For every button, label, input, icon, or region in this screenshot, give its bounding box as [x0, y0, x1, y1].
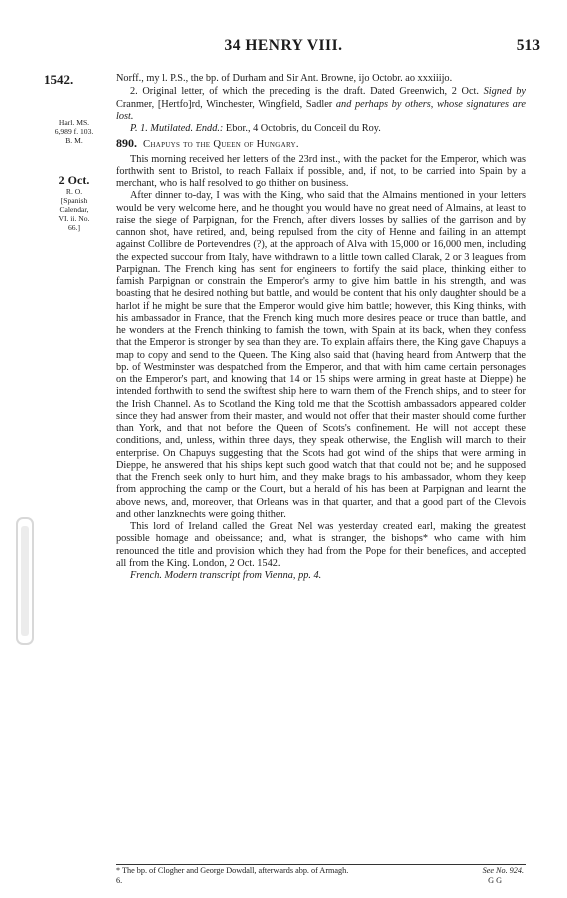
entry-heading: [116, 137, 526, 151]
footnote: [116, 866, 526, 885]
margin-note-record-office: [38, 174, 110, 232]
footnote-divider: [116, 864, 526, 865]
running-header-title: 34 HENRY VIII.: [224, 37, 343, 54]
margin-note-line: VI. ii. No.: [58, 214, 90, 223]
main-text: [116, 73, 526, 582]
margin-note-line: Harl. MS.: [58, 118, 90, 127]
paragraph-original-letter: [116, 86, 526, 123]
text-span-italic: Mutilated. Endd.:: [147, 123, 224, 134]
text-span: Cranmer, [Hertfo]rd, Winchester, Wingfield, Sadler: [116, 98, 336, 110]
entry-title: Chapuys to the Queen of Hungary.: [143, 139, 299, 151]
footnote-cross-reference: See No. 924.: [482, 866, 524, 875]
paragraph-great-nel: This lord of Ireland called the Great Nel was yesterday created earl, making the greatest possible homage and obeissance; and, what is stranger, the bishops* who came with him renounced the title and provision which they had from the Pope for their benefices, and accepted all from the King. London, 2 Oct. 1542.: [116, 521, 526, 569]
text-span-italic: and perhaps by others, whose signatures are lost.: [116, 98, 526, 122]
paragraph-dinner-with-king: After dinner to-day, I was with the King, who said that the Almains mentioned in your letters would be very welcome here, and he thought you would have no great need of Almains, at least to raise the siege of Parpignan, for the French, after divers losses by sallies of the garrison and by cannon shot, have retired, and, being repulsed from the city of Henne and failing in an attempt against Collibre de Portevendres (?), at the approach of Alva with 15,000 or 16,000 men, including the expected succour from Italy, have withdrawn to a little town called Clarak, 2 or 3 leagues from Parpignan. The French king has sent for engineers to fortify the said place, thinking either to famish Parpignan or constrain the Emperor's army to give him battle in his strength, and was boasting that he desired nothing but battle, and would be content that his only daughter should be a harlot if he might be sure that the Emperor would give him battle; however, this King thinks, with his ambassador in France, that the French king much more desires peace or truce than battle, and he wonders at the French thinking to famish the town, with Spain at its back, when they confess that the Emperor is stronger by sea than they are. To explain affairs there, the King gave Chapuys a map to copy and send to the Queen. The King also said that (having heard from Antwerp that the bp. of Westminster was despatched from the Emperor, and that with him came certain personages on the Emperor's part, and knowing that 14 or 15 ships were arming in great haste at Dieppe) he intended forthwith to send the swiftest ship here to warn them of the French ships, and to steer for the Irish Channel. As to Scotland the King told me that the Scottish ambassadors appeared colder since they had answer from their master, and would not offer that their master should come further than York, and that not before the Queen of Scots's confinement. He will not accept these conditions, and, unless, within three days, they speak otherwise, the English will march to their enterprise. On Chapuys suggesting that the Scots had got wind of the ships that were arming in Dieppe, he answered that his ships kept such good watch that that could not be; and he supposed that the French seek only to hurt him, and they make brags to his ambassador, whom they keep from approching the camp or the Court, but a herald of his has been at Parpignan and learnt the above news, and, moreover, that Orleans was in that quarter, and that a good part of the Clevois and other lanzknechts were going thither.: [116, 190, 526, 520]
margin-note-line: Calendar,: [59, 205, 89, 214]
paragraph-mutilated-note: [116, 123, 526, 135]
margin-note-line: [Spanish: [60, 196, 88, 205]
library-stamp-watermark: [14, 516, 36, 646]
signature-mark-left: 6.: [116, 876, 123, 885]
page-number: 513: [516, 37, 540, 54]
paragraph-signatories: Norff., my l. P.S., the bp. of Durham and Sir Ant. Browne, ijo Octobr. ao xxxiiijo.: [116, 73, 453, 84]
signature-mark-right: G G: [488, 876, 502, 885]
text-span: 2. Original letter, of which the preceding is the draft. Dated Greenwich, 2 Oct.: [130, 86, 484, 98]
margin-note-line: 66.]: [67, 223, 81, 232]
margin-note-line: 6,989 f. 103.: [54, 127, 94, 136]
margin-year: 1542.: [44, 72, 74, 87]
margin-note-line: B. M.: [65, 136, 83, 145]
paragraph-letters-received: This morning received her letters of the 23rd inst., with the packet for the Emperor, which was forthwith sent to Bristol, to reach Fallaix if possible, and, if not, to be carried into Spain by a merchant, who is half resolved to go thither on business.: [116, 153, 526, 189]
text-span-italic: P. 1.: [130, 123, 148, 134]
text-span: Ebor., 4 Octobris, du Conceil du Roy.: [223, 123, 381, 134]
margin-note-harleian: [38, 118, 110, 145]
footnote-text: * The bp. of Clogher and George Dowdall, afterwards abp. of Armagh.: [116, 866, 349, 875]
margin-note-line: R. O.: [65, 187, 83, 196]
text-span-italic: Signed by: [483, 86, 526, 98]
margin-date: 2 Oct.: [58, 173, 90, 187]
source-note: French. Modern transcript from Vienna, pp. 4.: [130, 570, 322, 581]
entry-number: 890.: [116, 136, 137, 151]
